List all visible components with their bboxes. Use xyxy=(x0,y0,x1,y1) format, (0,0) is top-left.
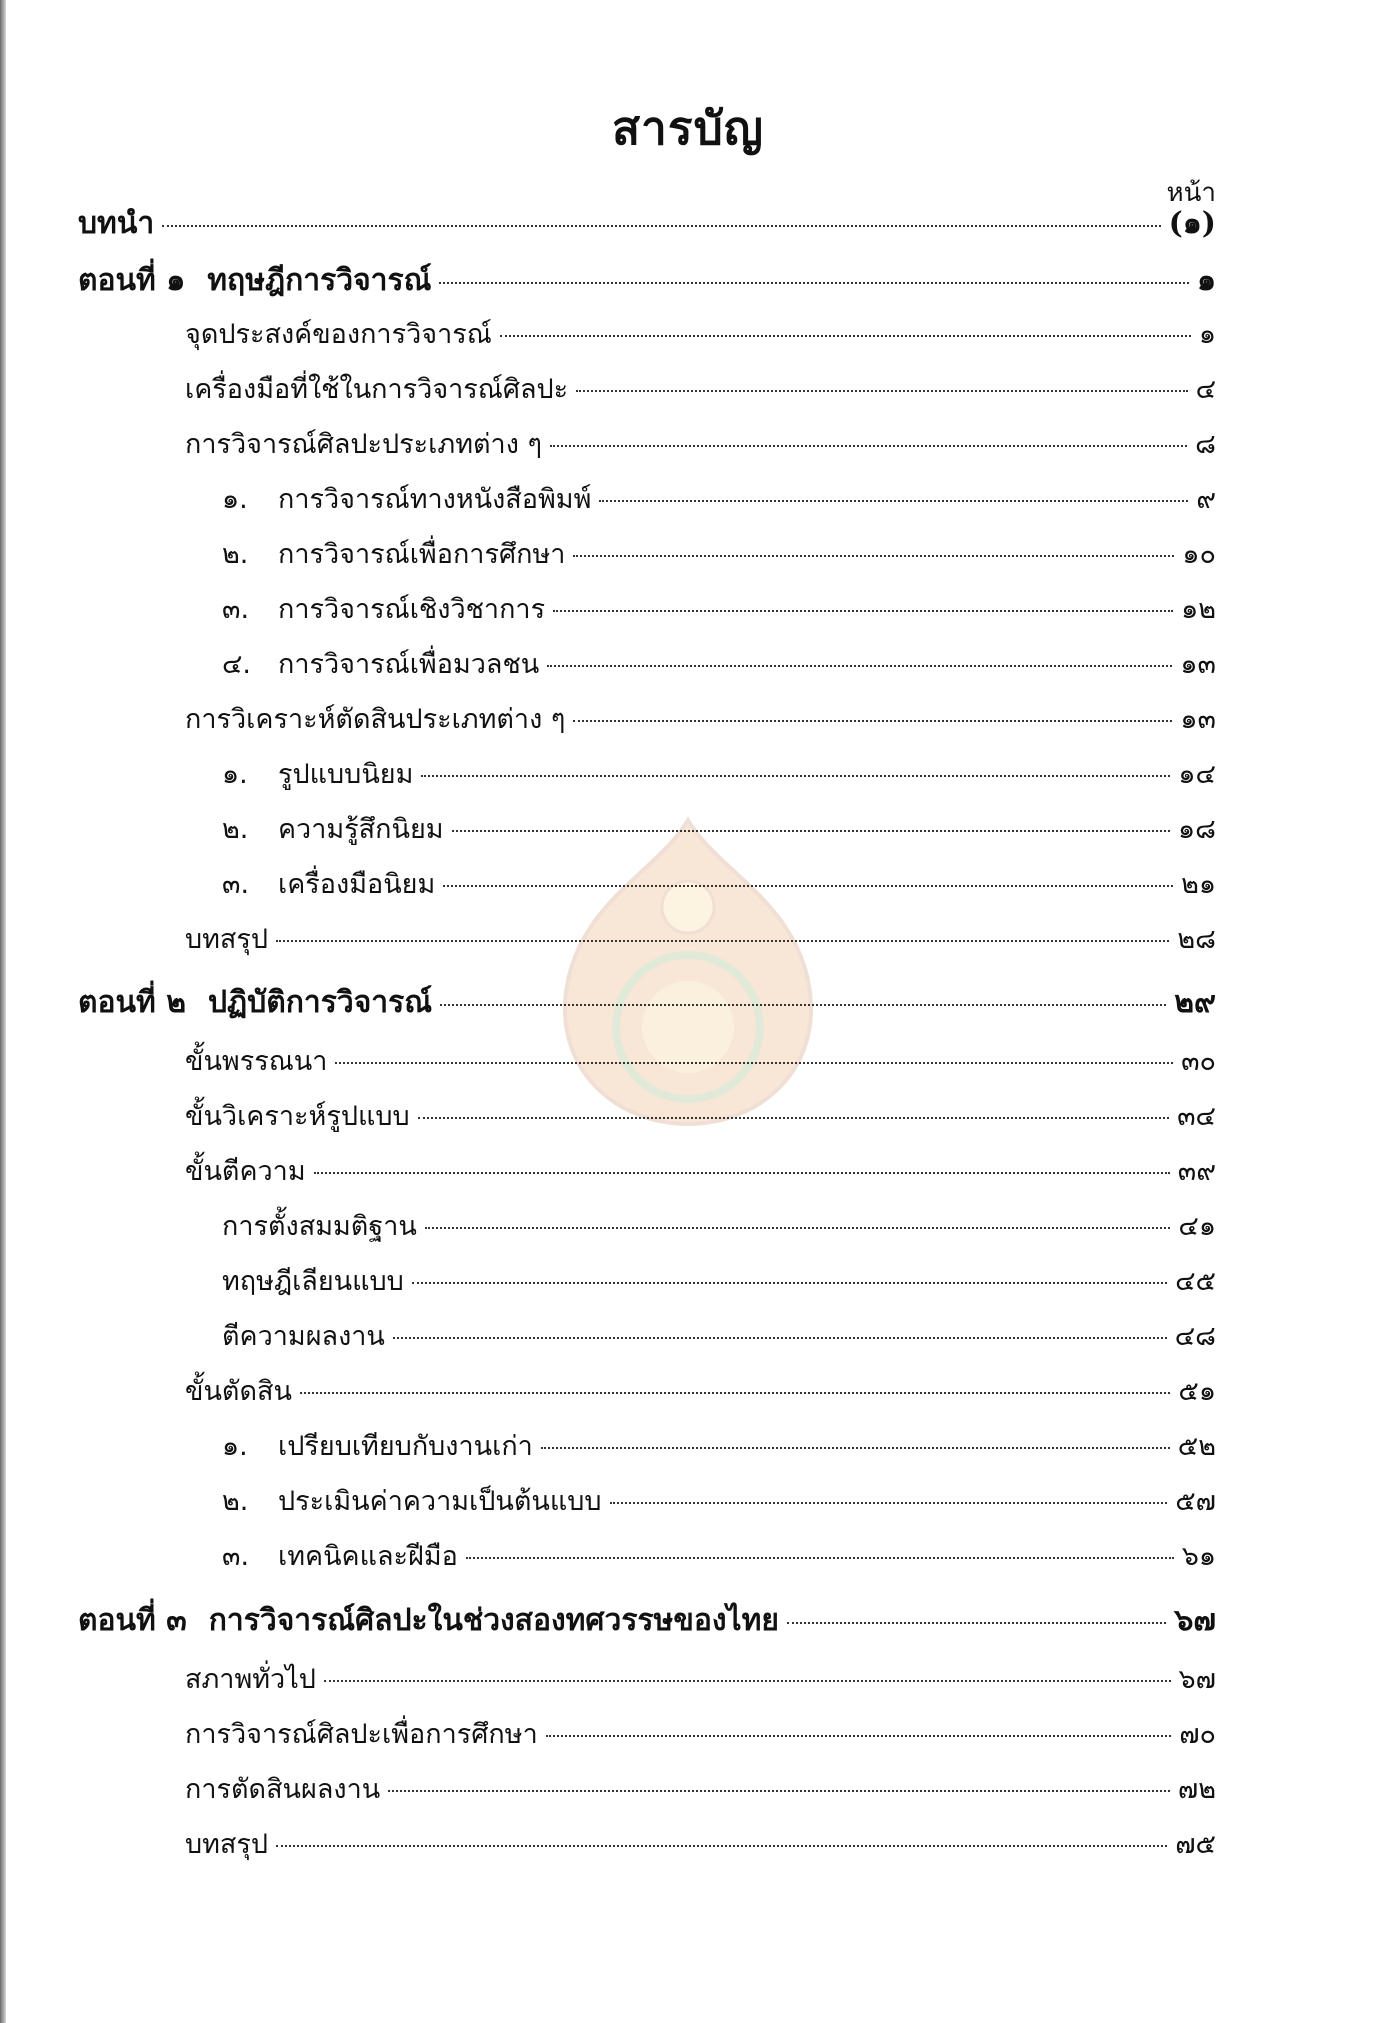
toc-page-number: (๑) xyxy=(1168,206,1216,241)
toc-entry-text: การวิจารณ์ทางหนังสือพิมพ์ xyxy=(278,484,592,515)
dot-leader xyxy=(573,555,1174,557)
toc-entry xyxy=(222,1534,1216,1576)
toc-entry-label xyxy=(278,1479,602,1522)
toc-entry xyxy=(222,532,1216,574)
toc-page-number: ๑๒ xyxy=(1181,594,1216,625)
toc-entry-text: เทคนิคและฝีมือ xyxy=(278,1541,458,1572)
dot-leader xyxy=(393,1337,1167,1339)
toc-entry-text: สภาพทั่วไป xyxy=(185,1664,316,1695)
toc-entry-text: ตีความผลงาน xyxy=(222,1321,385,1352)
dot-leader xyxy=(412,1282,1167,1284)
toc-page-number: ๖๗ xyxy=(1174,1603,1216,1638)
toc-entry-text: เปรียบเทียบกับงานเก่า xyxy=(278,1431,533,1462)
toc-entry-label xyxy=(222,1204,417,1247)
toc-page-number: ๑๓ xyxy=(1180,704,1216,735)
toc-entry-text: การตัดสินผลงาน xyxy=(185,1774,381,1805)
toc-page-number: ๒๑ xyxy=(1181,869,1216,900)
page-title: สารบัญ xyxy=(611,101,764,155)
dot-leader xyxy=(324,1680,1171,1682)
dot-leader xyxy=(421,775,1170,777)
toc-item-number: ๓. xyxy=(222,1541,250,1572)
toc-entry-text: ขั้นวิเคราะห์รูปแบบ xyxy=(185,1101,410,1132)
toc-entry-text: บทนำ xyxy=(78,206,155,241)
dot-leader xyxy=(388,1790,1170,1792)
toc-page-number: ๗๕ xyxy=(1175,1829,1216,1860)
toc-entry-text: การวิจารณ์เพื่อมวลชน xyxy=(278,649,540,680)
dot-leader xyxy=(466,1557,1174,1559)
toc-entry-text: ประเมินค่าความเป็นต้นแบบ xyxy=(278,1486,602,1517)
toc-page-number: ๑ xyxy=(1198,319,1216,350)
toc-page-number: ๔๕ xyxy=(1175,1266,1216,1297)
toc-page-number: ๕๗ xyxy=(1175,1486,1216,1517)
toc-entry-label xyxy=(185,1094,410,1137)
toc-item-number: ๓. xyxy=(222,594,250,625)
toc-page-number: ๑๓ xyxy=(1180,649,1216,680)
toc-entry xyxy=(222,642,1216,684)
toc-entry xyxy=(185,422,1216,464)
toc-item-number: ๑. xyxy=(222,1431,248,1462)
toc-page-number: ๖๑ xyxy=(1181,1541,1216,1572)
toc-entry-label xyxy=(78,1597,779,1644)
toc-entry-label xyxy=(185,422,542,465)
toc-page-number: ๙ xyxy=(1196,484,1216,515)
toc-entry xyxy=(78,1597,1216,1639)
dot-leader xyxy=(335,1062,1173,1064)
toc-entry-label xyxy=(78,200,154,247)
toc-entry-text: รูปแบบนิยม xyxy=(278,759,414,790)
toc-page-number: ๒๙ xyxy=(1174,985,1216,1020)
dot-leader xyxy=(452,830,1170,832)
dot-leader xyxy=(546,1735,1171,1737)
toc-entry-text: ความรู้สึกนิยม xyxy=(278,814,444,845)
toc-entry xyxy=(222,807,1216,849)
toc-entry xyxy=(222,752,1216,794)
toc-item-number: ๔. xyxy=(222,649,252,680)
toc-entry-text: ขั้นพรรณนา xyxy=(185,1046,328,1077)
toc-entry xyxy=(185,1094,1216,1136)
toc-page-number: ๓๐ xyxy=(1181,1046,1216,1077)
toc-item-number: ๓. xyxy=(222,869,250,900)
toc-page-number: ๕๒ xyxy=(1177,1431,1216,1462)
toc-entry-text: การวิจารณ์ศิลปะในช่วงสองทศวรรษของไทย xyxy=(208,1603,779,1638)
toc-entry-text: การวิจารณ์ศิลปะประเภทต่าง ๆ xyxy=(185,429,542,460)
toc-entry xyxy=(222,862,1216,904)
dot-leader xyxy=(553,610,1173,612)
toc-entry-label xyxy=(185,1822,268,1865)
toc-entry-label xyxy=(78,257,431,304)
toc-page-number: ๒๘ xyxy=(1177,924,1216,955)
toc-entry-label xyxy=(278,752,413,795)
toc-entry-label xyxy=(278,1534,458,1577)
toc-entry xyxy=(185,917,1216,959)
dot-leader xyxy=(550,445,1187,447)
toc-entry-text: บทสรุป xyxy=(185,924,269,955)
toc-entry-label xyxy=(278,862,435,905)
toc-page-number: ๓๙ xyxy=(1177,1156,1216,1187)
toc-entry xyxy=(78,200,1216,242)
toc-page-number: ๕๑ xyxy=(1178,1376,1216,1407)
toc-entry-text: ปฏิบัติการวิจารณ์ xyxy=(208,985,433,1020)
toc-entry-label xyxy=(185,312,492,355)
toc-entry-text: การวิจารณ์เพื่อการศึกษา xyxy=(278,539,566,570)
toc-entry xyxy=(185,1712,1216,1754)
toc-entry-text: ขั้นตีความ xyxy=(185,1156,306,1187)
toc-entry-text: เครื่องมือที่ใช้ในการวิจารณ์ศิลปะ xyxy=(185,374,569,405)
toc-entry-label xyxy=(185,697,565,740)
toc-page-number: ๑๔ xyxy=(1178,759,1216,790)
toc-entry xyxy=(185,1822,1216,1864)
toc-entry-label xyxy=(278,1424,533,1467)
toc-entry xyxy=(185,1149,1216,1191)
toc-entry-label xyxy=(222,1259,404,1302)
dot-leader xyxy=(576,390,1187,392)
dot-leader xyxy=(443,885,1173,887)
toc-entry-label xyxy=(278,477,591,520)
toc-page-number: ๗๒ xyxy=(1177,1774,1216,1805)
toc-page-number: ๔ xyxy=(1195,374,1216,405)
toc-entry-label xyxy=(185,1712,538,1755)
toc-entry xyxy=(185,1039,1216,1081)
toc-item-number: ๑. xyxy=(222,484,248,515)
dot-leader xyxy=(500,335,1191,337)
toc-page-number: ๘ xyxy=(1195,429,1216,460)
toc-entry xyxy=(185,697,1216,739)
toc-entry-label xyxy=(78,979,432,1026)
toc-page-number: ๑๘ xyxy=(1178,814,1216,845)
toc-page-number: ๗๐ xyxy=(1179,1719,1216,1750)
toc-entry-label xyxy=(185,1767,380,1810)
toc-entry-text: เครื่องมือนิยม xyxy=(278,869,436,900)
toc-page-number: ๑ xyxy=(1196,263,1216,298)
toc-entry xyxy=(78,257,1216,299)
toc-entry xyxy=(185,1767,1216,1809)
toc-page-number: ๔๘ xyxy=(1174,1321,1216,1352)
toc-entry xyxy=(222,587,1216,629)
toc-entry-label xyxy=(278,642,539,685)
toc-entry xyxy=(222,1204,1216,1246)
dot-leader xyxy=(276,1845,1167,1847)
toc-item-number: ๒. xyxy=(222,814,249,845)
toc-entry-label xyxy=(185,1657,316,1700)
toc-entry xyxy=(222,1479,1216,1521)
dot-leader xyxy=(610,1502,1168,1504)
toc-entry xyxy=(222,1259,1216,1301)
toc-entry xyxy=(185,367,1216,409)
toc-part-number: ตอนที่ ๒ xyxy=(78,985,187,1020)
toc-entry-text: การวิจารณ์ศิลปะเพื่อการศึกษา xyxy=(185,1719,538,1750)
toc-entry-text: การตั้งสมมติฐาน xyxy=(222,1211,417,1242)
toc-item-number: ๑. xyxy=(222,759,248,790)
dot-leader xyxy=(162,225,1160,227)
toc-entry-text: ขั้นตัดสิน xyxy=(185,1376,292,1407)
dot-leader xyxy=(300,1392,1171,1394)
toc-entry-text: ทฤษฎีเลียนแบบ xyxy=(222,1266,404,1297)
toc-part-number: ตอนที่ ๑ xyxy=(78,263,186,298)
toc-part-number: ตอนที่ ๓ xyxy=(78,1603,187,1638)
toc-page-number: ๖๗ xyxy=(1178,1664,1216,1695)
toc-page-number: ๑๐ xyxy=(1182,539,1216,570)
toc-entry xyxy=(185,1657,1216,1699)
dot-leader xyxy=(439,282,1188,284)
dot-leader xyxy=(787,1622,1166,1624)
dot-leader xyxy=(541,1447,1170,1449)
toc-entry-label xyxy=(222,1314,385,1357)
toc-page-number: ๔๑ xyxy=(1178,1211,1216,1242)
toc-entry xyxy=(222,1424,1216,1466)
dot-leader xyxy=(547,665,1172,667)
toc-entry xyxy=(222,477,1216,519)
toc-entry-text: การวิเคราะห์ตัดสินประเภทต่าง ๆ xyxy=(185,704,566,735)
toc-entry-label xyxy=(185,1149,306,1192)
dot-leader xyxy=(440,1004,1166,1006)
dot-leader xyxy=(573,720,1172,722)
toc-entry-text: บทสรุป xyxy=(185,1829,269,1860)
dot-leader xyxy=(599,500,1188,502)
toc-item-number: ๒. xyxy=(222,539,249,570)
toc-entry-label xyxy=(278,532,565,575)
toc-page-number: ๓๔ xyxy=(1177,1101,1216,1132)
toc-entry-label xyxy=(185,1039,327,1082)
toc-entry-text: การวิจารณ์เชิงวิชาการ xyxy=(278,594,546,625)
dot-leader xyxy=(314,1172,1170,1174)
toc-entry-label xyxy=(278,807,444,850)
dot-leader xyxy=(425,1227,1171,1229)
toc-entry xyxy=(185,312,1216,354)
dot-leader xyxy=(276,940,1169,942)
toc-entry xyxy=(222,1314,1216,1356)
toc-entry xyxy=(78,979,1216,1021)
toc-entry-text: จุดประสงค์ของการวิจารณ์ xyxy=(185,319,492,350)
toc-entry xyxy=(185,1369,1216,1411)
toc-entry-text: ทฤษฎีการวิจารณ์ xyxy=(207,263,432,298)
toc-item-number: ๒. xyxy=(222,1486,249,1517)
page-column-label: หน้า xyxy=(1166,178,1216,208)
toc-entry-label xyxy=(185,917,268,960)
toc-entry-label xyxy=(278,587,545,630)
dot-leader xyxy=(418,1117,1169,1119)
toc-entry-label xyxy=(185,1369,292,1412)
toc-entry-label xyxy=(185,367,568,410)
